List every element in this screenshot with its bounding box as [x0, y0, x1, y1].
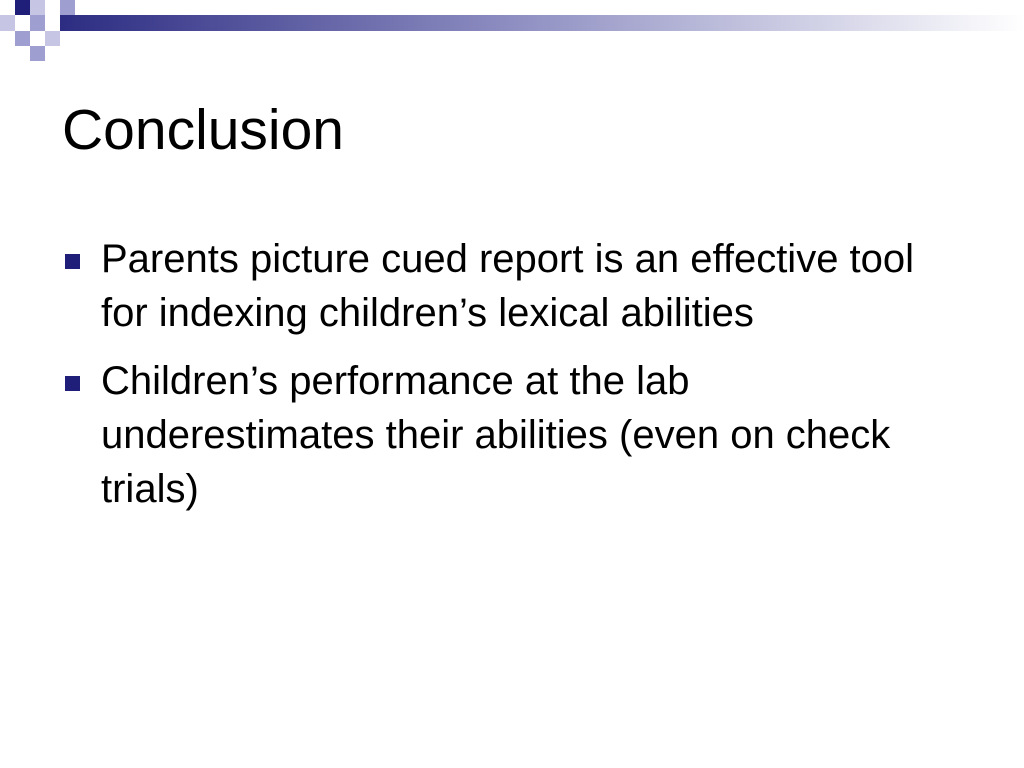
header-decoration [0, 0, 1024, 64]
bullet-item [62, 354, 962, 516]
slide-title: Conclusion [62, 98, 344, 162]
bullet-list [62, 232, 962, 530]
square-bullet-icon [65, 254, 80, 269]
square-bullet-icon [65, 376, 80, 391]
bullet-item [62, 232, 962, 340]
bullet-text: Parents picture cued report is an effective tool for indexing children’s lexical abilities [101, 237, 915, 335]
header-gradient-band [0, 15, 1024, 31]
bullet-text: Children’s performance at the lab underestimates their abilities (even on check trials) [101, 359, 891, 511]
